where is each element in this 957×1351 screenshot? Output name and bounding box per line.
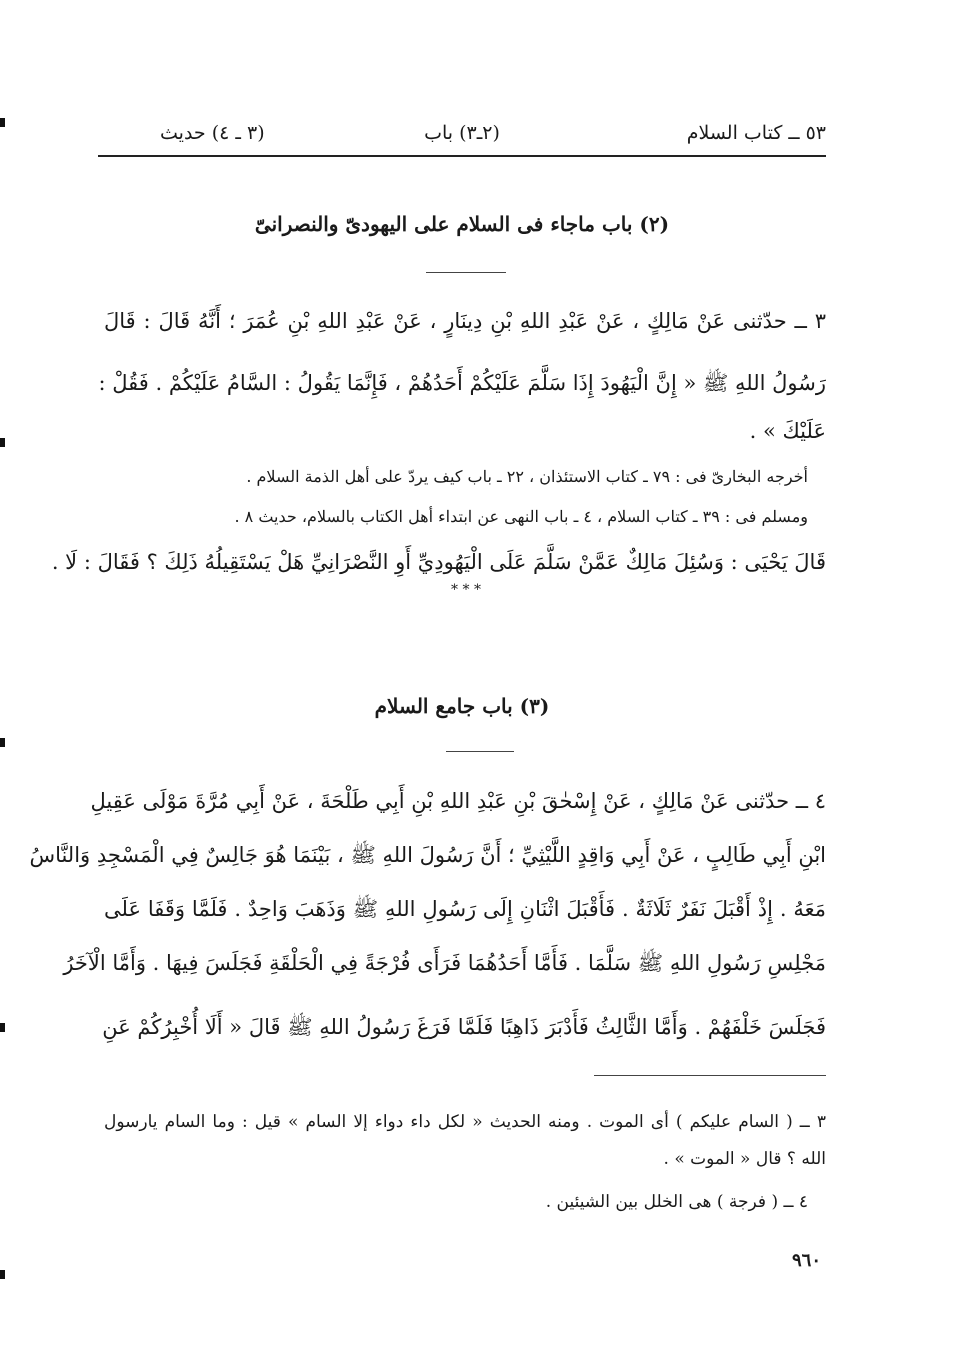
hadith-line: عَلَيْكَ » . [749,419,826,443]
hadith-line: رَسُولُ اللهِ ﷺ « إِنَّ الْيَهُودَ إِذَا سَلَّمَ عَلَيْكُمْ أَحَدُهُمْ ، فَإِنَّمَا يَقُولُ : السَّامُ عَلَيْكُمْ . فَقُلْ : [98,371,826,395]
chapter-title: (٢) باب ماجاء فى السلام على اليهودىّ والنصرانىّ [254,212,670,236]
section-separator: * * * [451,582,481,598]
scan-edge-mark [0,1023,5,1032]
scan-edge-mark [0,1270,5,1279]
page-number: ٩٦٠ [791,1250,821,1271]
hadith-line: ٣ ــ حدّثنى عَنْ مَالِكٍ ، عَنْ عَبْدِ اللهِ بْنِ دِينَارٍ ، عَنْ عَبْدِ اللهِ بْنِ عُمَرَ ؛ أَنَّهُ قَالَ : قَالَ [104,309,826,333]
header-chapter: (٢ـ٣) باب [424,122,500,144]
footnote: الله ؟ قال « الموت » . [663,1149,826,1169]
header-book: ٥٣ ــ كتاب السلام [686,122,826,144]
running-header [98,118,826,152]
hadith-line: ابْنِ أَبِي طَالِبٍ ، عَنْ أَبِي وَاقِدٍ اللَّيْثِيِّ ؛ أَنَّ رَسُولَ اللهِ ﷺ ، بَيْنَمَا هُوَ جَالِسٌ فِي الْمَسْجِدِ وَالنَّاسُ [29,843,826,867]
scan-edge-mark [0,738,5,747]
title-rule [426,272,506,273]
chapter-title: (٣) باب جامع السلام [374,694,550,718]
hadith-line: ٤ ــ حدّثنى عَنْ مَالِكٍ ، عَنْ إِسْحٰقَ بْنِ عَبْدِ اللهِ بْنِ أَبِي طَلْحَةَ ، عَنْ أَبِي مُرَّةَ مَوْلَى عَقِيلِ [90,789,826,813]
hadith-reference-note: أخرجه البخارىّ فى : ٧٩ ـ كتاب الاستئذان ، ٢٢ ـ باب كيف يردّ على أهل الذمة السلام . [246,467,808,486]
header-hadith: (٣ ـ ٤) حديث [160,122,265,144]
hadith-line: فَجَلَسَ خَلْفَهُمْ . وَأَمَّا الثَّالِثُ فَأَدْبَرَ ذَاهِبًا فَلَمَّا فَرَغَ رَسُولُ اللهِ ﷺ قَالَ « أَلَا أُخْبِرُكُمْ عَنِ [102,1015,826,1039]
footnote-rule [594,1075,826,1076]
hadith-line: قَالَ يَحْيَى : وَسُئِلَ مَالِكٌ عَمَّنْ سَلَّمَ عَلَى الْيَهُودِيِّ أَوِ النَّصْرَانِيِّ هَلْ يَسْتَقِيلُهُ ذَلِكَ ؟ فَقَالَ : لَا . [51,550,826,574]
hadith-reference-note: ومسلم فى : ٣٩ ـ كتاب السلام ، ٤ ـ باب النهى عن ابتداء أهل الكتاب بالسلام، حديث ٨ . [234,507,808,526]
footnote: ٤ ــ ( فرجة ) هى الخلل بين الشيئين . [545,1192,808,1212]
footnote: ٣ ــ ( السام عليكم ) أى الموت . ومنه الحديث « لكل داء دواء إلا السام » قيل : وما السام يارسول [104,1112,826,1132]
scan-edge-mark [0,118,5,127]
hadith-line: مَجْلِسِ رَسُولِ اللهِ ﷺ سَلَّمَا . فَأَمَّا أَحَدُهُمَا فَرَأَى فُرْجَةً فِي الْحَلْقَةِ فَجَلَسَ فِيهَا . وَأَمَّا الْآخَرُ [63,951,826,975]
title-rule [446,751,514,752]
hadith-line: مَعَهُ . إِذْ أَقْبَلَ نَفَرٌ ثَلَاثَةٌ . فَأَقْبَلَ اثْنَانِ إِلَى رَسُولِ اللهِ ﷺ وَذَهَبَ وَاحِدٌ . فَلَمَّا وَقَفَا عَلَى [104,897,826,921]
scan-edge-mark [0,438,5,447]
header-rule [98,155,826,157]
